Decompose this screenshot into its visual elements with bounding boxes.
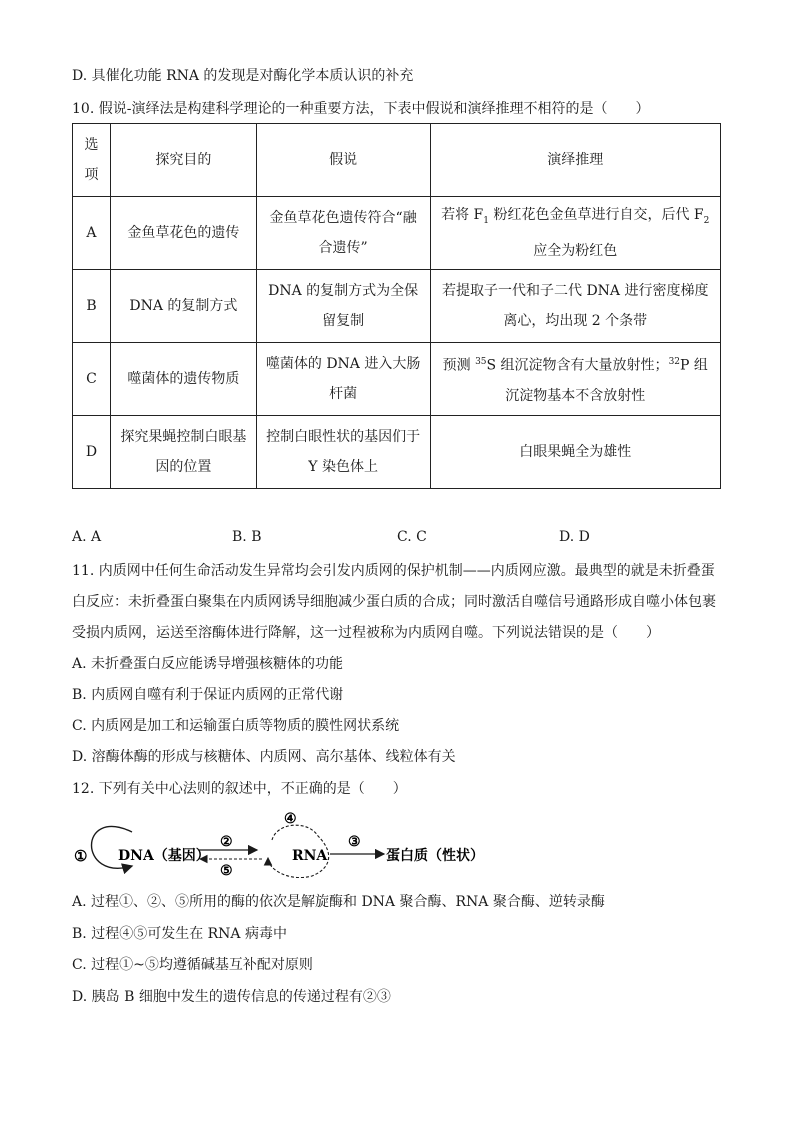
table-row: [73, 197, 721, 270]
q11-stem-line: 受损内质网，运送至溶酶体进行降解，这一过程被称为内质网自噬。下列说法错误的是（ ）: [72, 625, 660, 641]
header-goal: 探究目的: [110, 124, 256, 197]
label-process-4: ④: [284, 811, 297, 827]
q11-option-b[interactable]: B. 内质网自噬有利于保证内质网的正常代谢: [72, 687, 344, 703]
label-dna: DNA（基因）: [118, 848, 210, 864]
row-goal: 金鱼草花色的遗传: [110, 197, 256, 270]
label-process-3: ③: [348, 834, 361, 850]
label-process-5: ⑤: [220, 863, 233, 878]
row-deduction: 若提取子一代和子二代 DNA 进行密度梯度 离心，均出现 2 个条带: [430, 270, 721, 343]
row-goal: DNA 的复制方式: [110, 270, 256, 343]
row-deduction: 白眼果蝇全为雄性: [430, 416, 721, 489]
header-option-text: 选 项: [84, 137, 99, 183]
label-process-2: ②: [220, 834, 233, 850]
q10-choices: [72, 529, 712, 549]
q12-option-c[interactable]: C. 过程①~⑤均遵循碱基互补配对原则: [72, 957, 313, 973]
choice-a[interactable]: A. A: [72, 529, 102, 545]
row-hypothesis: 金鱼草花色遗传符合“融 合遗传”: [256, 197, 430, 270]
q11-stem-line: 11. 内质网中任何生命活动发生异常均会引发内质网的保护机制——内质网应激。最典型的就是未折叠蛋: [72, 563, 715, 579]
row-deduction: 若将 $F_1$ 粉红花色金鱼草进行自交，后代 $F_2$ 应全为粉红色: [430, 197, 721, 270]
header-hypothesis: 假说: [256, 124, 430, 197]
header-deduction: 演绎推理: [430, 124, 721, 197]
row-option: A: [73, 197, 111, 270]
row-option: C: [73, 343, 111, 416]
table-row: [73, 416, 721, 489]
row-goal: 噬菌体的遗传物质: [110, 343, 256, 416]
q9-option-d: D. 具催化功能 RNA 的发现是对酶化学本质认识的补充: [72, 68, 414, 84]
q10-stem: 10. 假说-演绎法是构建科学理论的一种重要方法，下表中假说和演绎推理不相符的是（ ）: [72, 101, 650, 117]
row-hypothesis: DNA 的复制方式为全保 留复制: [256, 270, 430, 343]
choice-b[interactable]: B. B: [232, 529, 262, 545]
q12-option-a[interactable]: A. 过程①、②、⑤所用的酶的依次是解旋酶和 DNA 聚合酶、RNA 聚合酶、逆转录酶: [72, 894, 605, 910]
row-hypothesis: 噬菌体的 DNA 进入大肠 杆菌: [256, 343, 430, 416]
label-rna: RNA: [292, 848, 328, 864]
q11-option-c[interactable]: C. 内质网是加工和运输蛋白质等物质的膜性网状系统: [72, 718, 400, 734]
q11-stem-line: 白反应：未折叠蛋白聚集在内质网诱导细胞减少蛋白质的合成；同时激活自噬信号通路形成自噬小体包裹: [72, 594, 716, 610]
table-row: [73, 270, 721, 343]
row-goal: 探究果蝇控制白眼基 因的位置: [110, 416, 256, 489]
row-hypothesis: 控制白眼性状的基因们于 Y 染色体上: [256, 416, 430, 489]
q12-stem: 12. 下列有关中心法则的叙述中，不正确的是（ ）: [72, 781, 407, 797]
label-protein: 蛋白质（性状）: [386, 848, 484, 864]
q10-table: [72, 123, 721, 489]
q11-option-a[interactable]: A. 未折叠蛋白反应能诱导增强核糖体的功能: [72, 656, 344, 672]
q12-option-d[interactable]: D. 胰岛 B 细胞中发生的遗传信息的传递过程有②③: [72, 989, 391, 1005]
label-process-1: ①: [74, 847, 88, 865]
table-row: [73, 343, 721, 416]
header-option: [73, 124, 111, 197]
row-deduction: 预测 $^{35}$S 组沉淀物含有大量放射性；$^{32}$P 组 沉淀物基本不含放射性: [430, 343, 721, 416]
choice-c[interactable]: C. C: [397, 529, 427, 545]
q12-option-b[interactable]: B. 过程④⑤可发生在 RNA 病毒中: [72, 926, 287, 942]
central-dogma-diagram: [72, 808, 492, 878]
q11-option-d[interactable]: D. 溶酶体酶的形成与核糖体、内质网、高尔基体、线粒体有关: [72, 749, 456, 765]
table-header-row: [73, 124, 721, 197]
choice-d[interactable]: D. D: [559, 529, 590, 545]
row-option: B: [73, 270, 111, 343]
row-option: D: [73, 416, 111, 489]
